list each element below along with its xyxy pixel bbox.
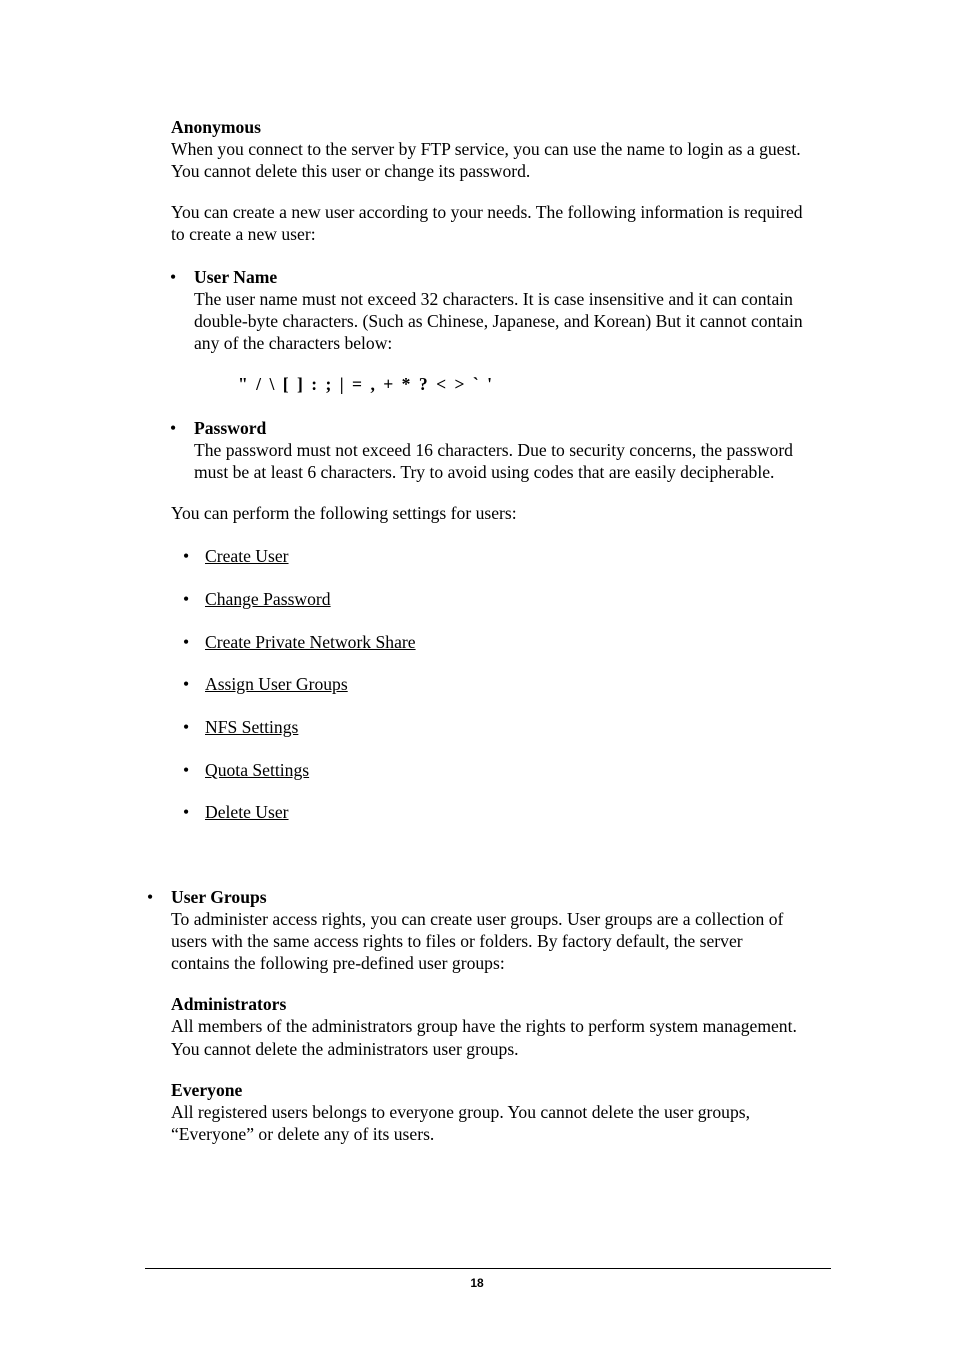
create-intro-line-2: to create a new user: <box>171 224 316 244</box>
bullet-icon: • <box>183 717 190 737</box>
bullet-icon: • <box>183 760 190 780</box>
everyone-heading: Everyone <box>171 1080 243 1100</box>
administrators-line-2: You cannot delete the administrators user groups. <box>171 1039 519 1059</box>
link-assign-user-groups[interactable]: Assign User Groups <box>205 674 348 694</box>
user-name-line-3: any of the characters below: <box>194 333 393 353</box>
bullet-icon: • <box>183 802 190 822</box>
bullet-icon: • <box>170 418 177 438</box>
password-line-2: must be at least 6 characters. Try to avoid using codes that are easily decipherable. <box>194 462 775 482</box>
user-groups-line-1: To administer access rights, you can create user groups. User groups are a collection of <box>171 909 784 929</box>
bullet-icon: • <box>183 632 190 652</box>
user-name-line-1: The user name must not exceed 32 characters. It is case insensitive and it can contain <box>194 289 793 309</box>
link-create-private-network-share[interactable]: Create Private Network Share <box>205 632 416 652</box>
user-name-heading: User Name <box>194 267 278 287</box>
everyone-line-2: “Everyone” or delete any of its users. <box>171 1124 435 1144</box>
create-intro-line-1: You can create a new user according to your needs. The following information is required <box>171 202 803 222</box>
link-nfs-settings[interactable]: NFS Settings <box>205 717 299 737</box>
administrators-line-1: All members of the administrators group have the rights to perform system management. <box>171 1016 797 1036</box>
page-number: 18 <box>470 1276 484 1290</box>
anonymous-heading: Anonymous <box>171 117 261 137</box>
bullet-icon: • <box>183 674 190 694</box>
link-delete-user[interactable]: Delete User <box>205 802 289 822</box>
user-name-line-2: double-byte characters. (Such as Chinese, Japanese, and Korean) But it cannot contain <box>194 311 803 331</box>
everyone-line-1: All registered users belongs to everyone group. You cannot delete the user groups, <box>171 1102 750 1122</box>
user-groups-line-3: contains the following pre-defined user groups: <box>171 953 505 973</box>
link-create-user[interactable]: Create User <box>205 546 289 566</box>
link-quota-settings[interactable]: Quota Settings <box>205 760 310 780</box>
administrators-heading: Administrators <box>171 994 287 1014</box>
password-line-1: The password must not exceed 16 characters. Due to security concerns, the password <box>194 440 793 460</box>
anonymous-line-2: You cannot delete this user or change its password. <box>171 161 531 181</box>
bullet-icon: • <box>147 887 154 907</box>
user-groups-line-2: users with the same access rights to files or folders. By factory default, the server <box>171 931 743 951</box>
bullet-icon: • <box>183 546 190 566</box>
bullet-icon: • <box>170 267 177 287</box>
password-heading: Password <box>194 418 267 438</box>
user-groups-heading: User Groups <box>171 887 267 907</box>
anonymous-line-1: When you connect to the server by FTP service, you can use the name to login as a guest. <box>171 139 801 159</box>
footer-rule <box>145 1268 831 1269</box>
settings-intro: You can perform the following settings for users: <box>171 503 517 523</box>
invalid-characters: " / \ [ ] : ; | = , + * ? < > ` ' <box>238 374 495 394</box>
bullet-icon: • <box>183 589 190 609</box>
link-change-password[interactable]: Change Password <box>205 589 331 609</box>
